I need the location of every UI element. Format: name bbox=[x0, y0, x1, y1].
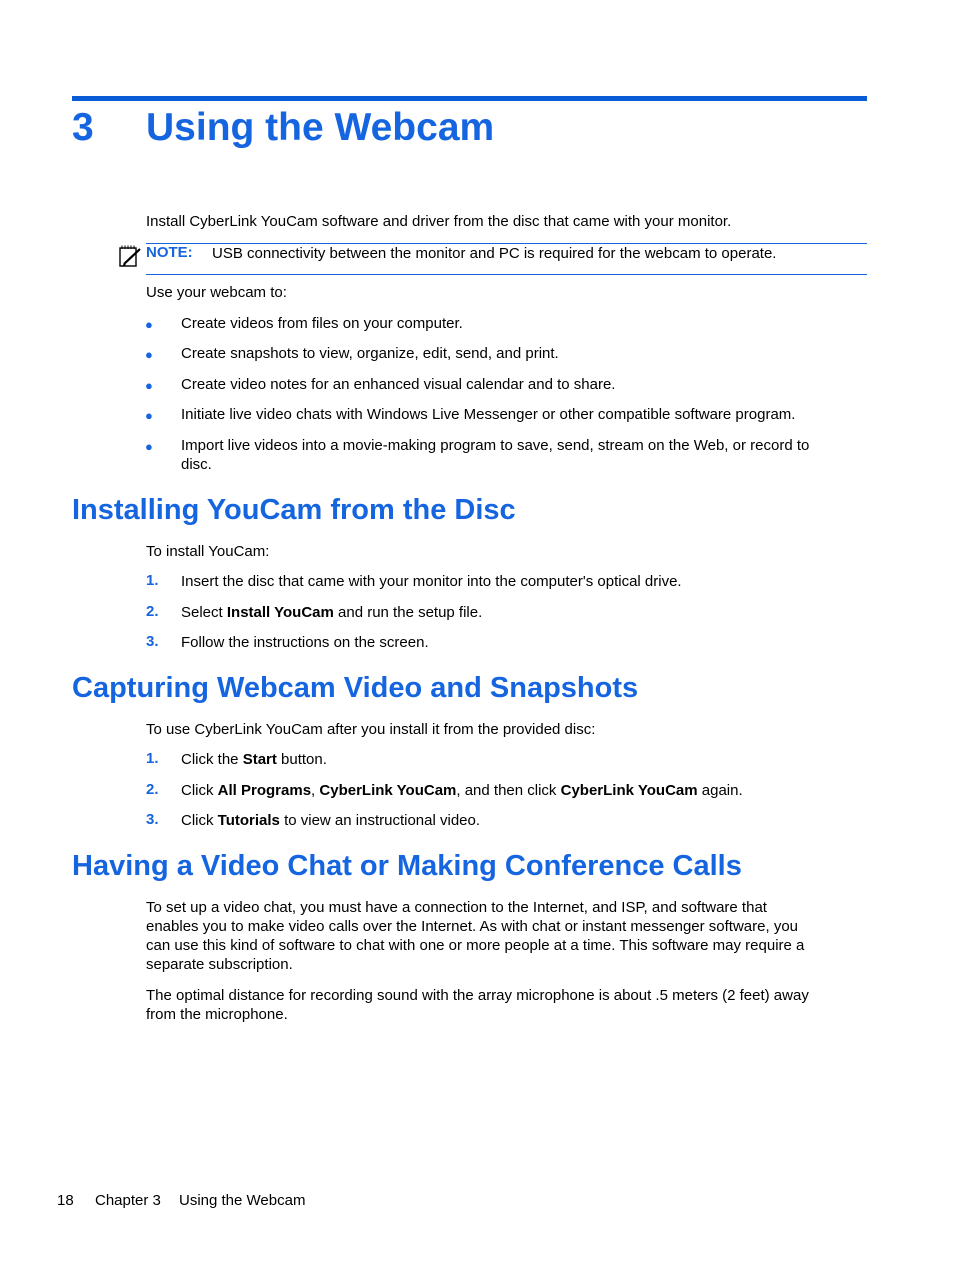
section-heading-chat: Having a Video Chat or Making Conference Calls bbox=[72, 850, 742, 882]
paragraph-line: can use this kind of software to chat with one or more people at a time. This software may require a bbox=[146, 937, 805, 954]
section-heading-install: Installing YouCam from the Disc bbox=[72, 494, 516, 526]
chapter-number: 3 bbox=[72, 106, 94, 149]
step-number: 1. bbox=[146, 750, 159, 767]
chapter-intro: Install CyberLink YouCam software and driver from the disc that came with your monitor. bbox=[146, 213, 732, 230]
step-text: Follow the instructions on the screen. bbox=[181, 634, 429, 651]
capture-intro: To use CyberLink YouCam after you install it from the provided disc: bbox=[146, 721, 596, 738]
footer-page-number: 18 bbox=[57, 1192, 74, 1209]
paragraph-line: enables you to make video calls over the Internet. As with chat or instant messenger software, you bbox=[146, 918, 799, 935]
step-text: Click Tutorials to view an instructional video. bbox=[181, 812, 481, 829]
bullet-text: Initiate live video chats with Windows Live Messenger or other compatible software program. bbox=[181, 406, 796, 423]
bullet-text: Create videos from files on your computer. bbox=[181, 315, 463, 332]
chapter-title: Using the Webcam bbox=[146, 106, 495, 149]
bullet-text: Create video notes for an enhanced visual calendar and to share. bbox=[181, 376, 616, 393]
paragraph-line: separate subscription. bbox=[146, 956, 293, 973]
bullet-dot: ● bbox=[145, 439, 153, 454]
step-text: Select Install YouCam and run the setup file. bbox=[181, 604, 483, 621]
step-number: 1. bbox=[146, 572, 159, 589]
paragraph-line: To set up a video chat, you must have a connection to the Internet, and ISP, and software that bbox=[146, 899, 767, 916]
note-pencil-icon bbox=[118, 244, 144, 270]
step-text: Click the Start button. bbox=[181, 751, 327, 768]
bullet-text-continued: disc. bbox=[181, 456, 212, 473]
use-intro: Use your webcam to: bbox=[146, 284, 287, 301]
bullet-text: Import live videos into a movie-making program to save, send, stream on the Web, or record to bbox=[181, 437, 810, 454]
step-number: 3. bbox=[146, 811, 159, 828]
step-text: Insert the disc that came with your monitor into the computer's optical drive. bbox=[181, 573, 682, 590]
bullet-dot: ● bbox=[145, 408, 153, 423]
step-number: 3. bbox=[146, 633, 159, 650]
chapter-rule bbox=[72, 96, 867, 101]
note-label: NOTE: bbox=[146, 244, 193, 261]
note-text: USB connectivity between the monitor and PC is required for the webcam to operate. bbox=[212, 245, 777, 262]
paragraph-line: The optimal distance for recording sound with the array microphone is about .5 meters (2 feet) away bbox=[146, 987, 809, 1004]
bullet-dot: ● bbox=[145, 317, 153, 332]
step-text: Click All Programs, CyberLink YouCam, and then click CyberLink YouCam again. bbox=[181, 782, 743, 799]
step-number: 2. bbox=[146, 781, 159, 798]
bullet-text: Create snapshots to view, organize, edit, send, and print. bbox=[181, 345, 559, 362]
paragraph-line: from the microphone. bbox=[146, 1006, 288, 1023]
bullet-dot: ● bbox=[145, 347, 153, 362]
bullet-dot: ● bbox=[145, 378, 153, 393]
footer-chapter-title: Using the Webcam bbox=[179, 1192, 306, 1209]
install-intro: To install YouCam: bbox=[146, 543, 270, 560]
step-number: 2. bbox=[146, 603, 159, 620]
section-heading-capture: Capturing Webcam Video and Snapshots bbox=[72, 672, 639, 704]
footer-chapter-label: Chapter 3 bbox=[95, 1192, 161, 1209]
